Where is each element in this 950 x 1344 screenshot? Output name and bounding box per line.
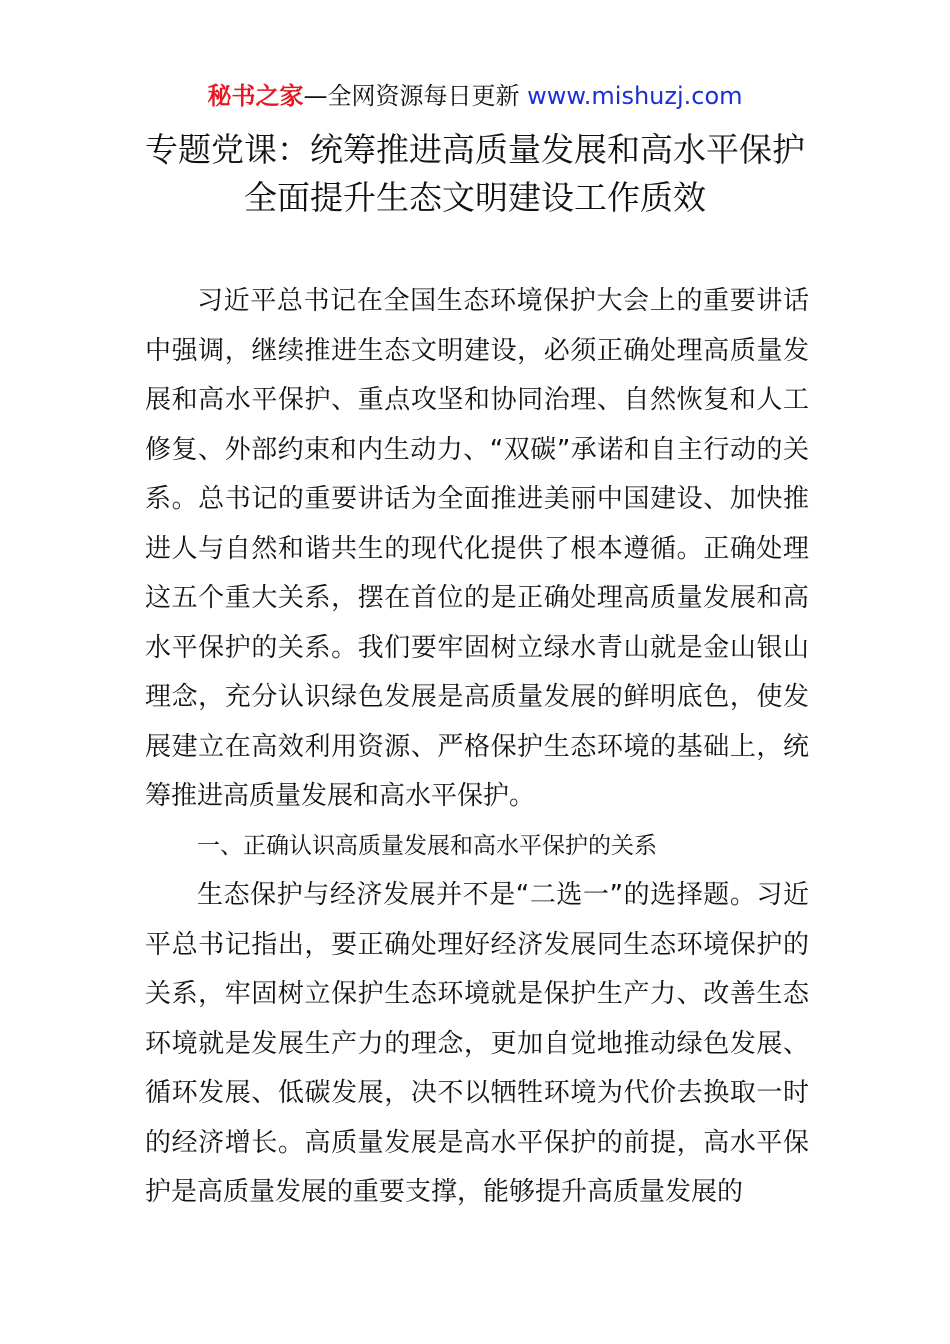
site-url-link[interactable]: www.mishuzj.com (527, 82, 743, 110)
body-paragraph-1: 习近平总书记在全国生态环境保护大会上的重要讲话中强调，继续推进生态文明建设，必须正确处理高质量发展和高水平保护、重点攻坚和协同治理、自然恢复和人工修复、外部约束和内生动力、“双碳”承诺和自主行动的关系。总书记的重要讲话为全面推进美丽中国建设、加快推进人与自然和谐共生的现代化提供了根本遵循。正确处理这五个重大关系，摆在首位的是正确处理高质量发展和高水平保护的关系。我们要牢固树立绿水青山就是金山银山理念，充分认识绿色发展是高质量发展的鲜明底色，使发展建立在高效利用资源、严格保护生态环境的基础上，统筹推进高质量发展和高水平保护。 (145, 286, 809, 811)
body-paragraph-2: 生态保护与经济发展并不是“二选一”的选择题。习近平总书记指出，要正确处理好经济发展同生态环境保护的关系，牢固树立保护生态环境就是保护生产力、改善生态环境就是发展生产力的理念，更加自觉地推动绿色发展、循环发展、低碳发展，决不以牺牲环境为代价去换取一时的经济增长。高质量发展是高水平保护的前提，高水平保护是高质量发展的重要支撑，能够提升高质量发展的 (145, 880, 809, 1207)
site-tagline: —全网资源每日更新 (303, 82, 528, 110)
document-title-line-2: 全面提升生态文明建设工作质效 (244, 178, 706, 217)
site-brand: 秘书之家 (207, 82, 304, 110)
document-body (145, 277, 809, 1218)
section-heading-1: 一、正确认识高质量发展和高水平保护的关系 (197, 832, 657, 859)
document-title-line-1: 专题党课：统筹推进高质量发展和高水平保护 (145, 130, 805, 169)
site-banner (0, 80, 950, 112)
